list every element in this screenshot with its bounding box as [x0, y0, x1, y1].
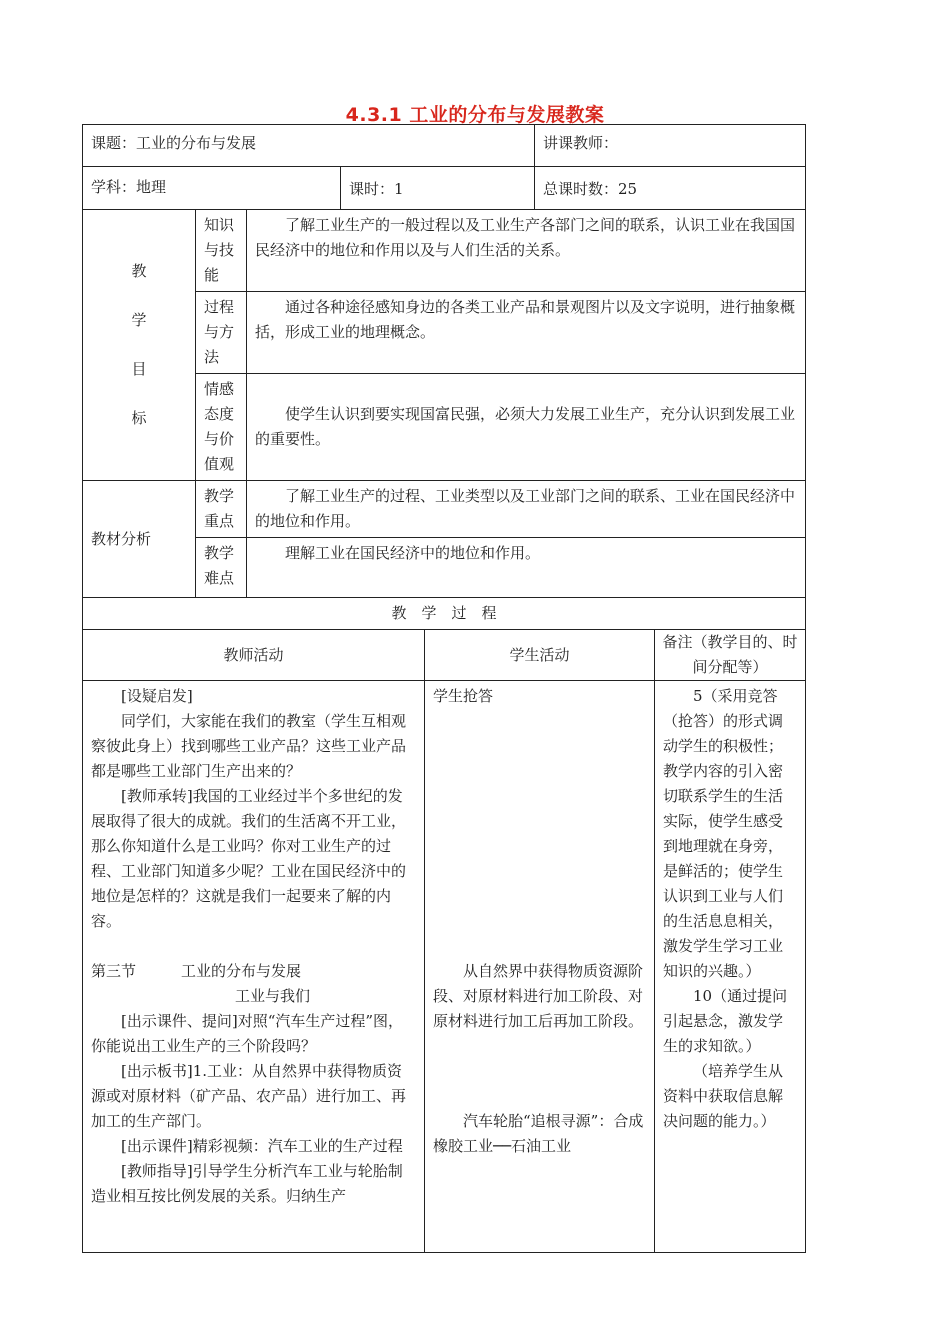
teacher-para: [出示板书]1.工业：从自然界中获得物质资源或对原材料（矿产品、农产品）进行加工、再加工的生产部门。: [91, 1062, 407, 1130]
subsection-heading: 工业与我们: [235, 987, 311, 1005]
period-cell: 课时：1: [341, 167, 535, 210]
col-header-student: 学生活动: [425, 630, 655, 681]
lesson-plan-table-container: [82, 124, 805, 1253]
objectives-label-char: 标: [131, 409, 147, 427]
notes-cell: [655, 681, 806, 1253]
process-table: [82, 629, 806, 1253]
section-heading: 第三节 工业的分布与发展: [91, 962, 302, 980]
teacher-para: 同学们，大家能在我们的教室（学生互相观察彼此身上）找到哪些工业产品？这些工业产品都是哪些工业部门生产出来的？: [91, 712, 407, 780]
teacher-para: [出示课件、提问]对照“汽车生产过程”图，你能说出工业生产的三个阶段吗？: [91, 1012, 404, 1055]
objective-text-process: 通过各种途径感知身边的各类工业产品和景观图片以及文字说明，进行抽象概括，形成工业的地理概念。: [247, 292, 806, 374]
objectives-label-char: 目: [131, 360, 147, 378]
col-header-teacher: 教师活动: [83, 630, 425, 681]
analysis-text-key: 了解工业生产的过程、工业类型以及工业部门之间的联系、工业在国民经济中的地位和作用。: [247, 481, 806, 538]
objective-label-process: 过程与方法: [196, 292, 247, 374]
teacher-para: [出示课件]精彩视频：汽车工业的生产过程: [121, 1137, 403, 1155]
analysis-label-difficulty: 教学难点: [196, 538, 247, 598]
total-periods-cell: 总课时数：25: [535, 167, 806, 210]
teacher-activity-cell: [83, 681, 425, 1253]
analysis-text-difficulty: 理解工业在国民经济中的地位和作用。: [247, 538, 806, 598]
notes-para: （培养学生从资料中获取信息解决问题的能力。）: [663, 1062, 784, 1130]
subject-cell: 学科：地理: [83, 167, 341, 210]
header-table: [82, 124, 806, 210]
student-para: 从自然界中获得物质资源阶段、对原材料进行加工阶段、对原材料进行加工后再加工阶段。: [433, 962, 644, 1030]
objective-text-emotion: 使学生认识到要实现国富民强，必须大力发展工业生产，充分认识到发展工业的重要性。: [247, 374, 806, 481]
notes-para: 10（通过提问引起悬念，激发学生的求知欲。）: [663, 987, 788, 1055]
objective-label-emotion: 情感态度与价值观: [196, 374, 247, 481]
objective-label-knowledge: 知识与技能: [196, 210, 247, 292]
student-para: 汽车轮胎“追根寻源”：合成橡胶工业──石油工业: [433, 1112, 644, 1155]
notes-para: 5（采用竞答（抢答）的形式调动学生的积极性；教学内容的引入密切联系学生的生活实际，使学生感受到地理就在身旁，是鲜活的；使学生认识到工业与人们的生活息息相关，激发学生学习工业知识的兴趣。）: [663, 687, 784, 980]
student-activity-cell: [425, 681, 655, 1253]
student-para: 学生抢答: [433, 687, 494, 705]
analysis-label-key: 教学重点: [196, 481, 247, 538]
analysis-label: 教材分析: [83, 481, 196, 598]
teacher-cell: 讲课教师：: [535, 125, 806, 167]
col-header-notes: 备注（教学目的、时间分配等）: [655, 630, 806, 681]
process-heading: 教 学 过 程: [83, 598, 806, 630]
objectives-label-char: 学: [131, 311, 147, 329]
teacher-para: [教师指导]引导学生分析汽车工业与轮胎制造业相互按比例发展的关系。归纳生产: [91, 1162, 403, 1205]
teacher-para: [教师承转]我国的工业经过半个多世纪的发展取得了很大的成就。我们的生活离不开工业，那么你知道什么是工业吗？你对工业生产的过程、工业部门知道多少呢？工业在国民经济中的地位是怎样的？这就是我们一起要来了解的内容。: [91, 787, 407, 930]
document-title: 4.3.1 工业的分布与发展教案: [345, 104, 605, 126]
objectives-label: [83, 210, 196, 481]
objectives-table: [82, 209, 806, 630]
objectives-label-char: 教: [131, 262, 147, 280]
topic-cell: 课题：工业的分布与发展: [83, 125, 535, 167]
teacher-para: [设疑启发]: [121, 687, 193, 705]
objective-text-knowledge: 了解工业生产的一般过程以及工业生产各部门之间的联系，认识工业在我国国民经济中的地位和作用以及与人们生活的关系。: [247, 210, 806, 292]
